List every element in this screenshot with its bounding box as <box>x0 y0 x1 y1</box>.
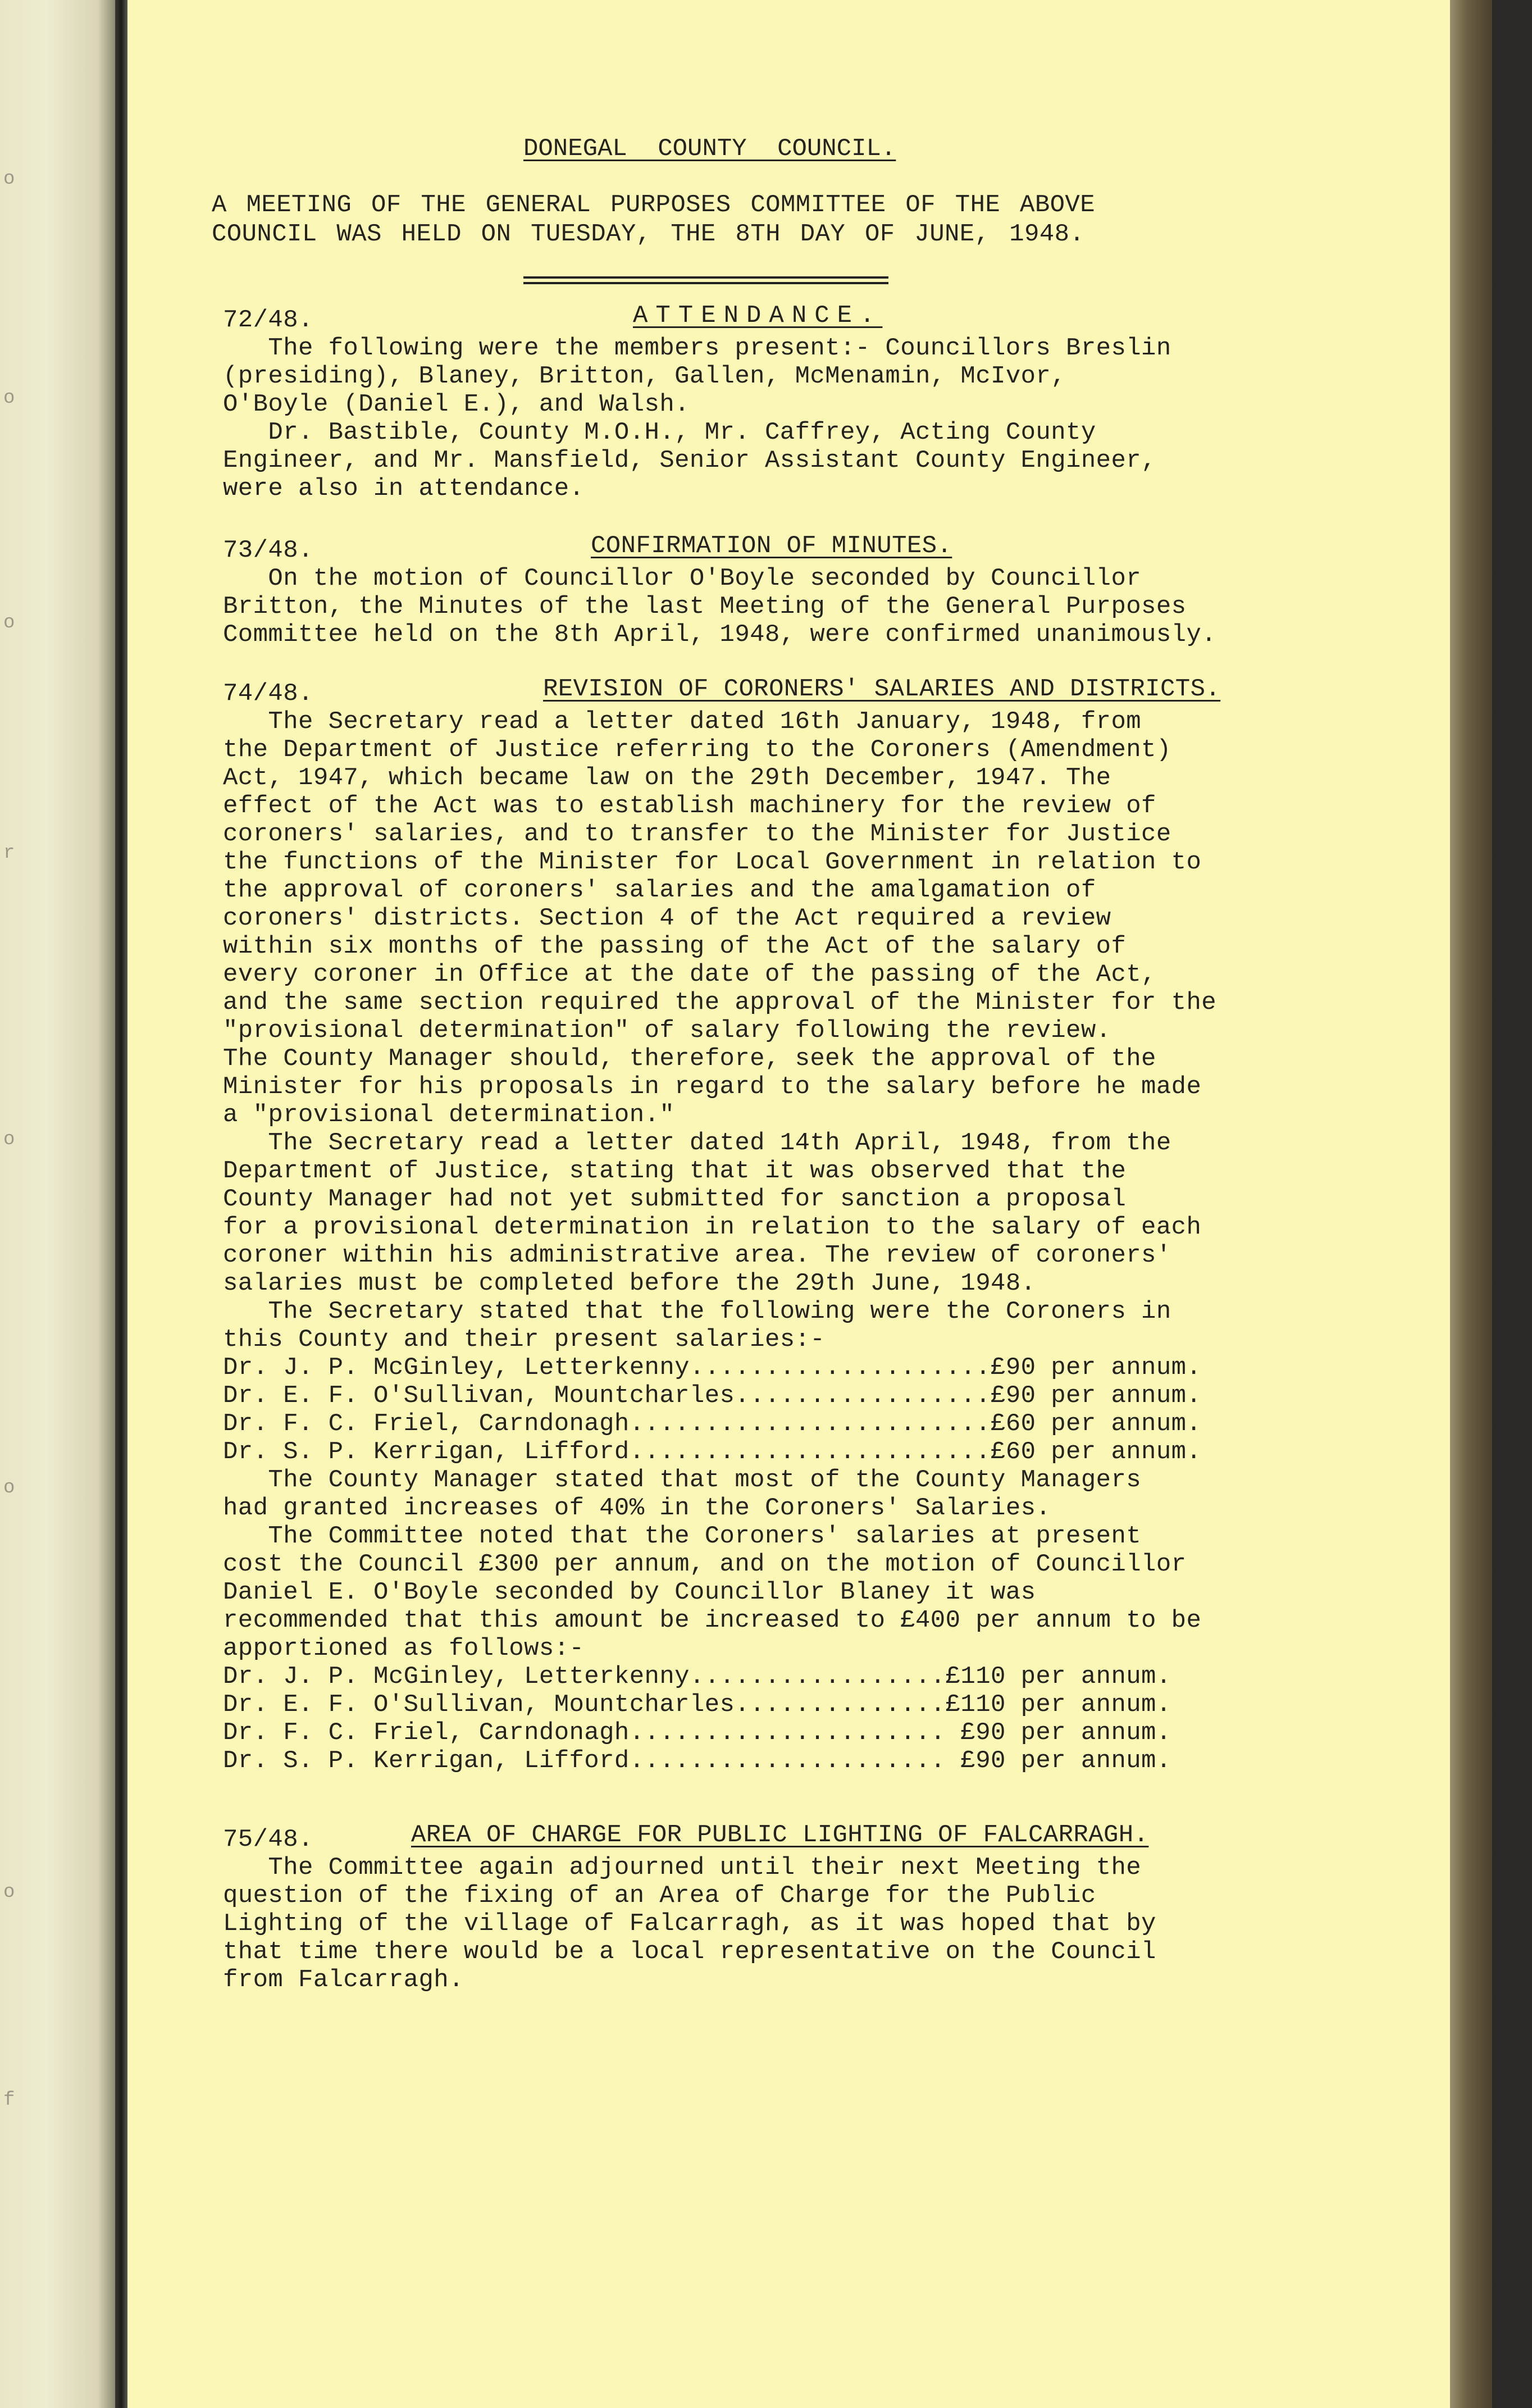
item-line: Daniel E. O'Boyle seconded by Councillor Blaney it was <box>223 1578 1036 1606</box>
document-page <box>127 0 1492 2408</box>
item-line: Committee held on the 8th April, 1948, were confirmed unanimously. <box>223 621 1217 649</box>
item-line: The Secretary read a letter dated 16th January, 1948, from <box>223 708 1142 736</box>
item-number: 75/48. <box>223 1826 313 1854</box>
divider-rule <box>523 276 888 279</box>
item-line: Department of Justice, stating that it was observed that the <box>223 1157 1127 1185</box>
book-gutter <box>115 0 127 2408</box>
item-line: every coroner in Office at the date of the passing of the Act, <box>223 961 1156 989</box>
margin-mark: f <box>3 2090 15 2111</box>
item-line: the approval of coroners' salaries and the amalgamation of <box>223 876 1096 904</box>
item-line: coroner within his administrative area. The review of coroners' <box>223 1241 1171 1269</box>
item-line: apportioned as follows:- <box>223 1635 585 1663</box>
facing-page-edge <box>0 0 115 2408</box>
item-heading: REVISION OF CORONERS' SALARIES AND DISTRICTS. <box>543 675 1221 703</box>
apportioned-salary-row: Dr. E. F. O'Sullivan, Mountcharles..............£110 per annum. <box>223 1691 1171 1719</box>
item-line: The County Manager stated that most of the County Managers <box>223 1466 1142 1494</box>
item-line: recommended that this amount be increased to £400 per annum to be <box>223 1606 1202 1635</box>
meeting-intro-line-1: A MEETING OF THE GENERAL PURPOSES COMMITTEE OF THE ABOVE <box>212 191 1096 219</box>
item-number: 72/48. <box>223 306 313 334</box>
item-line: "provisional determination" of salary following the review. <box>223 1017 1111 1045</box>
item-line: from Falcarragh. <box>223 1966 464 1994</box>
item-line: The Secretary stated that the following were the Coroners in <box>223 1298 1171 1326</box>
item-line: coroners' districts. Section 4 of the Act required a review <box>223 904 1111 932</box>
item-number: 74/48. <box>223 680 313 708</box>
coroner-salary-row: Dr. E. F. O'Sullivan, Mountcharles.................£90 per annum. <box>223 1382 1202 1410</box>
coroner-salary-row: Dr. S. P. Kerrigan, Lifford........................£60 per annum. <box>223 1438 1202 1466</box>
item-line: Engineer, and Mr. Mansfield, Senior Assistant County Engineer, <box>223 447 1156 475</box>
item-line: Britton, the Minutes of the last Meeting of the General Purposes <box>223 593 1187 621</box>
item-line: The Secretary read a letter dated 14th April, 1948, from the <box>223 1129 1171 1157</box>
coroner-salary-row: Dr. J. P. McGinley, Letterkenny....................£90 per annum. <box>223 1354 1202 1382</box>
item-line: The following were the members present:- Councillors Breslin <box>223 334 1171 362</box>
item-line: this County and their present salaries:- <box>223 1326 826 1354</box>
item-line: question of the fixing of an Area of Charge for the Public <box>223 1882 1096 1910</box>
item-line: Act, 1947, which became law on the 29th December, 1947. The <box>223 764 1111 792</box>
margin-mark: o <box>3 1477 15 1499</box>
item-line: Dr. Bastible, County M.O.H., Mr. Caffrey, Acting County <box>223 418 1096 447</box>
item-line: O'Boyle (Daniel E.), and Walsh. <box>223 390 690 418</box>
item-line: for a provisional determination in relation to the salary of each <box>223 1213 1202 1241</box>
item-line: effect of the Act was to establish machinery for the review of <box>223 792 1156 820</box>
page-edge <box>1450 0 1492 2408</box>
divider-rule <box>523 282 888 284</box>
item-line: the Department of Justice referring to the Coroners (Amendment) <box>223 736 1171 764</box>
item-line: were also in attendance. <box>223 475 585 503</box>
margin-mark: o <box>3 612 15 634</box>
item-line: On the motion of Councillor O'Boyle seconded by Councillor <box>223 565 1142 593</box>
item-line: coroners' salaries, and to transfer to the Minister for Justice <box>223 820 1171 848</box>
margin-mark: o <box>3 169 15 190</box>
coroner-salary-row: Dr. F. C. Friel, Carndonagh........................£60 per annum. <box>223 1410 1202 1438</box>
margin-mark: o <box>3 1129 15 1150</box>
meeting-intro-line-2: COUNCIL WAS HELD ON TUESDAY, THE 8TH DAY OF JUNE, 1948. <box>212 220 1085 248</box>
item-line: had granted increases of 40% in the Coroners' Salaries. <box>223 1494 1051 1522</box>
item-line: The County Manager should, therefore, seek the approval of the <box>223 1045 1156 1073</box>
item-line: The Committee noted that the Coroners' salaries at present <box>223 1522 1142 1550</box>
item-line: cost the Council £300 per annum, and on the motion of Councillor <box>223 1550 1187 1578</box>
item-line: County Manager had not yet submitted for sanction a proposal <box>223 1185 1127 1213</box>
margin-mark: o <box>3 1882 15 1903</box>
margin-mark: o <box>3 388 15 409</box>
item-heading: AREA OF CHARGE FOR PUBLIC LIGHTING OF FALCARRAGH. <box>411 1821 1149 1849</box>
item-line: the functions of the Minister for Local Government in relation to <box>223 848 1202 876</box>
item-line: salaries must be completed before the 29th June, 1948. <box>223 1269 1036 1298</box>
council-title: DONEGAL COUNTY COUNCIL. <box>523 135 896 163</box>
item-line: The Committee again adjourned until their next Meeting the <box>223 1854 1142 1882</box>
margin-mark: r <box>3 843 15 864</box>
item-line: that time there would be a local representative on the Council <box>223 1938 1156 1966</box>
item-heading: ATTENDANCE. <box>633 302 883 330</box>
item-heading: CONFIRMATION OF MINUTES. <box>591 532 952 560</box>
item-number: 73/48. <box>223 536 313 565</box>
item-line: Lighting of the village of Falcarragh, as it was hoped that by <box>223 1910 1156 1938</box>
item-line: and the same section required the approval of the Minister for the <box>223 989 1217 1017</box>
item-line: a "provisional determination." <box>223 1101 675 1129</box>
item-line: Minister for his proposals in regard to the salary before he made <box>223 1073 1202 1101</box>
apportioned-salary-row: Dr. F. C. Friel, Carndonagh..................... £90 per annum. <box>223 1719 1171 1747</box>
apportioned-salary-row: Dr. J. P. McGinley, Letterkenny.................£110 per annum. <box>223 1663 1171 1691</box>
item-line: within six months of the passing of the Act of the salary of <box>223 932 1127 961</box>
apportioned-salary-row: Dr. S. P. Kerrigan, Lifford..................... £90 per annum. <box>223 1747 1171 1775</box>
item-line: (presiding), Blaney, Britton, Gallen, McMenamin, McIvor, <box>223 362 1066 390</box>
